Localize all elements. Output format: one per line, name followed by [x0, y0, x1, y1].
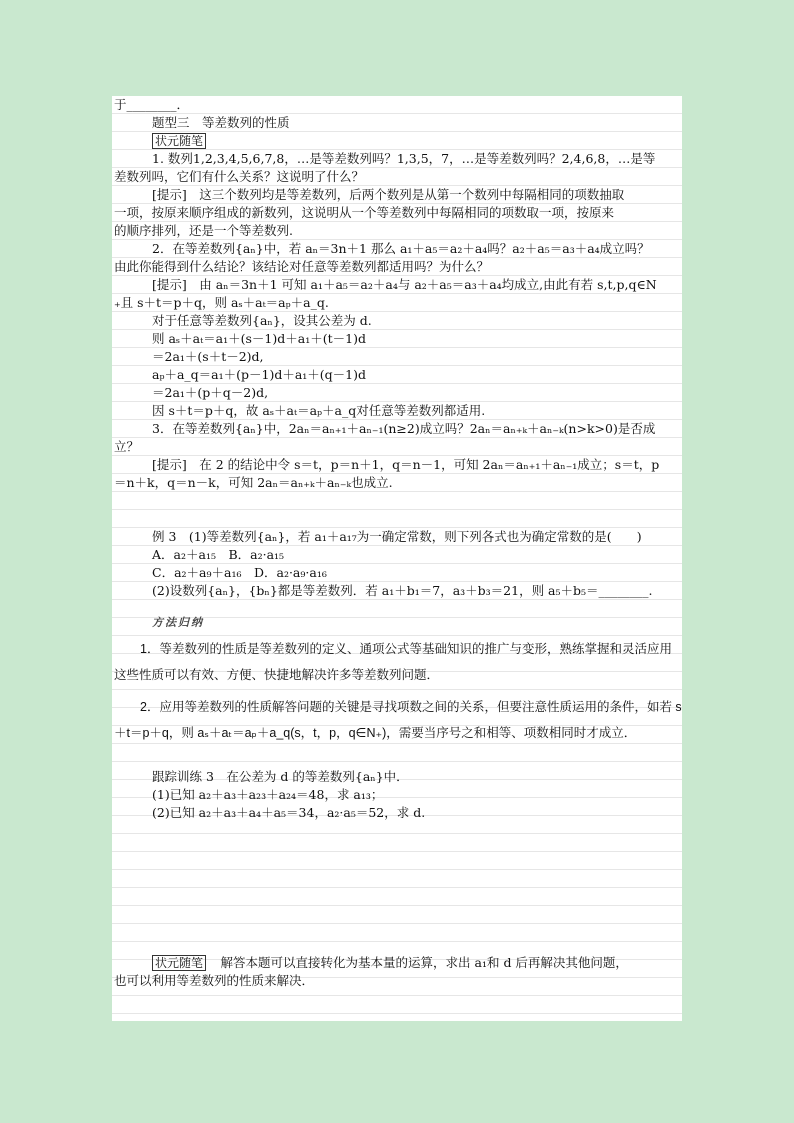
document-page [112, 96, 682, 1021]
final-note-line-2: 也可以利用等差数列的性质来解决． [114, 973, 315, 988]
section-title: 题型三 等差数列的性质 [152, 115, 290, 130]
header-block [112, 96, 682, 150]
example-3 [112, 528, 682, 600]
hint2-line-6: aₚ＋a_q＝a₁＋(p－1)d＋a₁＋(q－1)d [152, 367, 367, 382]
hint1-line-3: 的顺序排列，还是一个等差数列. [114, 223, 293, 238]
hint-1 [112, 186, 682, 240]
question-2 [112, 240, 682, 276]
hint2-line-4: 则 aₛ＋aₜ＝a₁＋(s－1)d＋a₁＋(t－1)d [152, 331, 366, 346]
hint1-line-1: [提示] 这三个数列均是等差数列，后两个数列是从第一个数列中每隔相同的项数抽取 [152, 187, 625, 202]
method-label: 方法归纳 [152, 616, 204, 629]
q3-line-2: 立？ [114, 439, 140, 454]
q2-line-2: 由此你能得到什么结论？该结论对任意等差数列都适用吗？为什么？ [114, 259, 490, 274]
q1-line-2: 差数列吗，它们有什么关系？这说明了什么？ [114, 169, 365, 184]
top-line: 于________． [114, 97, 190, 112]
example3-option-ab: A．a₂＋a₁₅ B．a₂·a₁₅ [152, 547, 285, 562]
q2-line-1: 2．在等差数列{aₙ}中，若 aₙ＝3n＋1 那么 a₁＋a₅＝a₂＋a₄吗？a₂＋a₅＝a₃＋a₄成立吗？ [152, 241, 650, 256]
hint2-line-1: [提示] 由 aₙ＝3n＋1 可知 a₁＋a₅＝a₂＋a₄与 a₂＋a₅＝a₃＋a₄均成立,由此有若 s,t,p,q∈N [152, 277, 657, 292]
training3-line-1: 跟踪训练 3 在公差为 d 的等差数列{aₙ}中． [152, 769, 409, 784]
hint2-line-7: ＝2a₁＋(p＋q－2)d, [152, 385, 269, 400]
q3-line-1: 3．在等差数列{aₙ}中，2aₙ＝aₙ₊₁＋aₙ₋₁(n≥2)成立吗？2aₙ＝aₙ₊ₖ＋aₙ₋ₖ(n>k>0)是否成 [152, 421, 656, 436]
zhuangyuan-badge: 状元随笔 [152, 133, 206, 149]
hint2-line-5: ＝2a₁＋(s＋t－2)d, [152, 349, 264, 364]
example3-part-2: (2)设数列{aₙ}，{bₙ}都是等差数列．若 a₁＋b₁＝7，a₃＋b₃＝21，则 a₅＋b₅＝________. [152, 583, 653, 598]
training3-part-1: (1)已知 a₂＋a₃＋a₂₃＋a₂₄＝48，求 a₁₃； [152, 787, 384, 802]
hint3-line-2: ＝n＋k，q＝n－k，可知 2aₙ＝aₙ₊ₖ＋aₙ₋ₖ也成立. [114, 475, 393, 490]
badge-line [112, 132, 682, 150]
q1-line-1: 1. 数列1,2,3,4,5,6,7,8，…是等差数列吗？1,3,5，7，…是等差数列吗？2,4,6,8，…是等 [152, 151, 656, 166]
final-note-line-1 [112, 954, 682, 972]
hint2-line-2: ₊且 s＋t＝p＋q，则 aₛ＋aₜ＝aₚ＋a_q. [114, 295, 329, 310]
hint1-line-2: 一项，按原来顺序组成的新数列，这说明从一个等差数列中每隔相同的项数取一项，按原来 [114, 205, 615, 220]
final-note-text-1: 解答本题可以直接转化为基本量的运算，求出 a₁和 d 后再解决其他问题， [220, 955, 628, 970]
hint2-line-3: 对于任意等差数列{aₙ}，设其公差为 d. [152, 313, 372, 328]
zhuangyuan-badge-2: 状元随笔 [152, 955, 206, 971]
question-1 [112, 150, 682, 186]
training-3 [112, 768, 682, 822]
example3-option-cd: C．a₂＋a₉＋a₁₆ D．a₂·a₉·a₁₆ [152, 565, 327, 580]
hint3-line-1: [提示] 在 2 的结论中令 s＝t，p＝n＋1，q＝n－1，可知 2aₙ＝aₙ₊₁＋aₙ₋₁成立；s＝t，p [152, 457, 660, 472]
method-summary [112, 614, 682, 746]
hint-3 [112, 456, 682, 492]
question-3 [112, 420, 682, 456]
example3-line-1: 例 3 (1)等差数列{aₙ}，若 a₁＋a₁₇为一确定常数，则下列各式也为确定常数的是( ) [152, 529, 642, 544]
method-point-2: 2．应用等差数列的性质解答问题的关键是寻找项数之间的关系，但要注意性质运用的条件，如若 s＋t＝p＋q，则 aₛ＋aₜ＝aₚ＋a_q(s，t，p，q∈N₊)，需要当序号之和相等、项数相同时才成立． [114, 700, 682, 740]
method-point-1: 1．等差数列的性质是等差数列的定义、通项公式等基础知识的推广与变形，熟练掌握和灵活应用这些性质可以有效、方便、快捷地解决许多等差数列问题． [114, 642, 672, 682]
training3-part-2: (2)已知 a₂＋a₃＋a₄＋a₅＝34，a₂·a₅＝52，求 d. [152, 805, 426, 820]
hint2-line-8: 因 s＋t＝p＋q，故 aₛ＋aₜ＝aₚ＋a_q对任意等差数列都适用. [152, 403, 486, 418]
hint-2 [112, 276, 682, 420]
final-note [112, 954, 682, 990]
method-body [112, 636, 682, 746]
